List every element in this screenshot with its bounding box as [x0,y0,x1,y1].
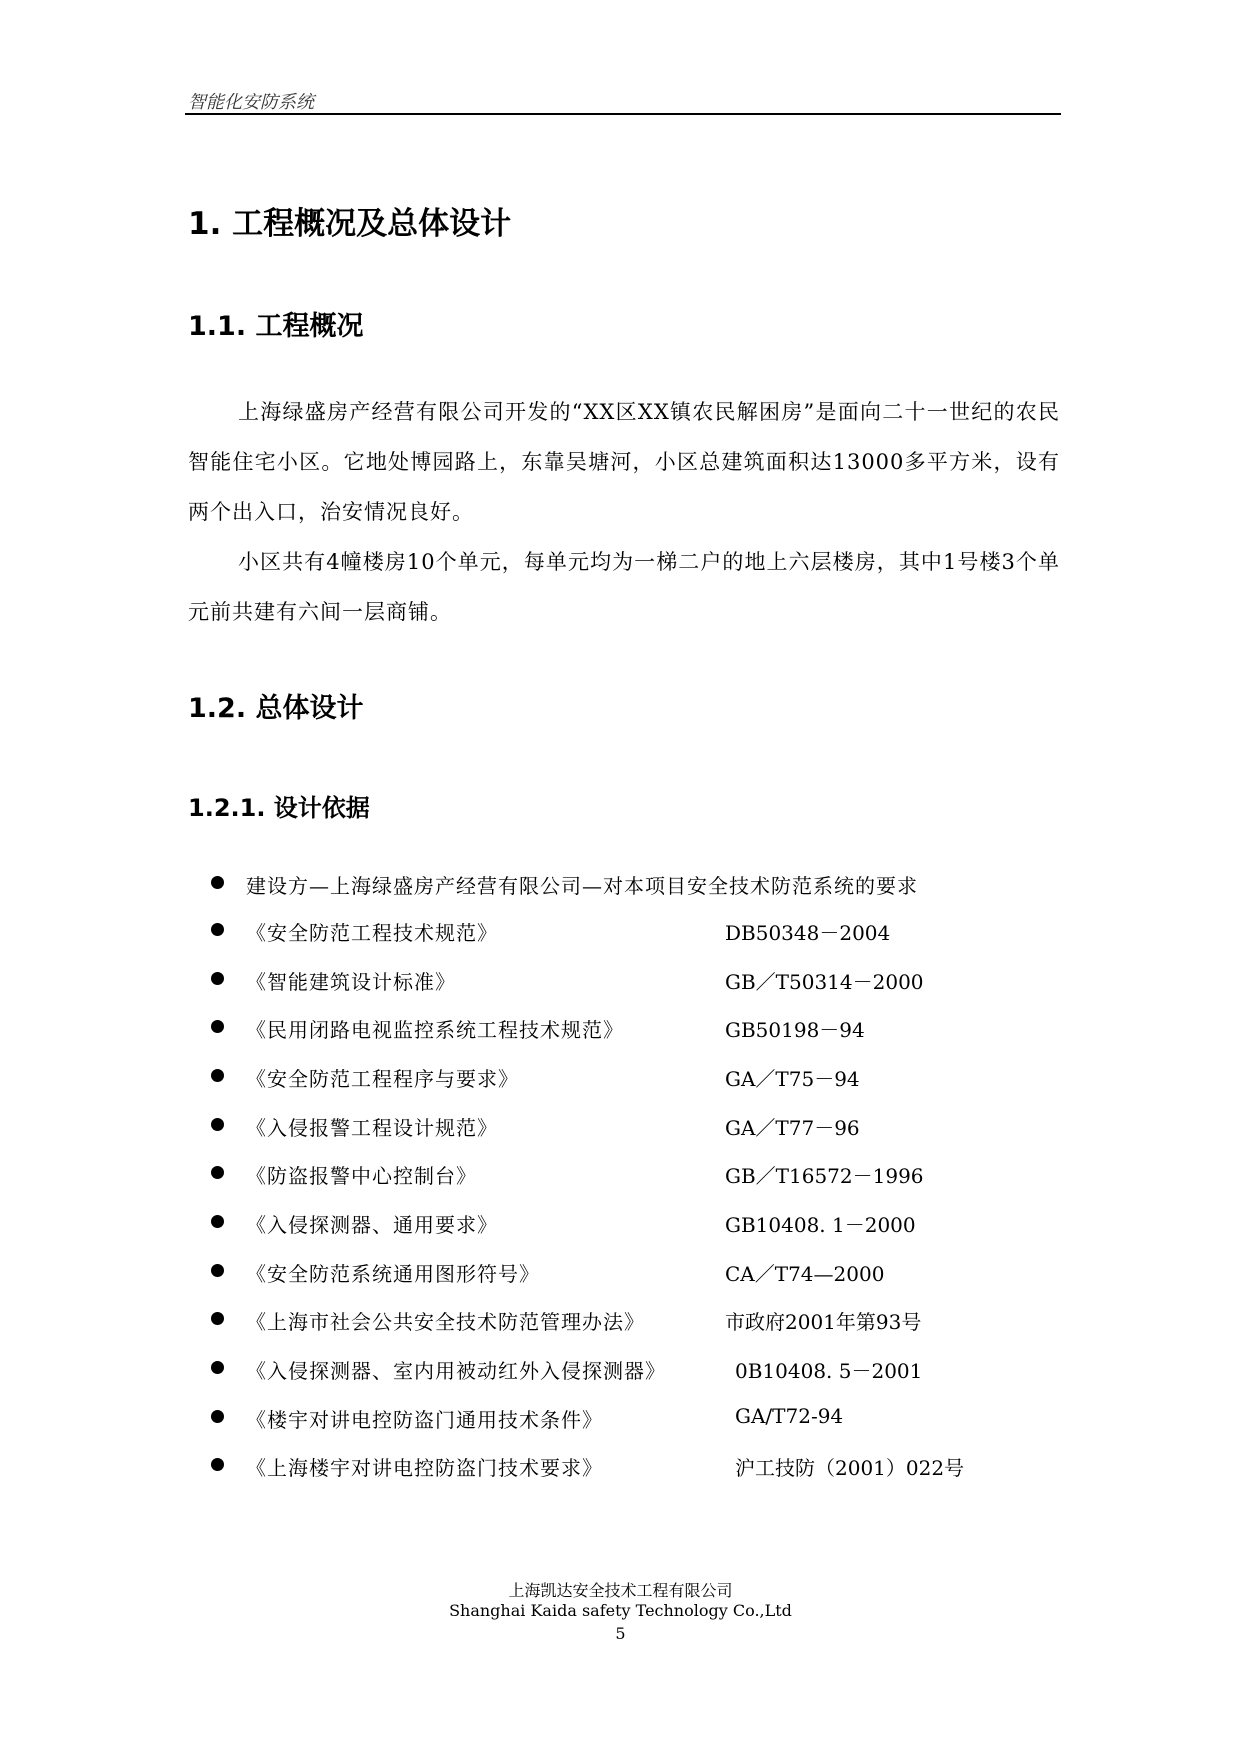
reference-code: CA／T74—2000 [725,1262,885,1286]
reference-code: GB／T16572－1996 [725,1164,924,1188]
section-heading-1-2-1: 1.2.1. 设计依据 [188,794,370,822]
reference-title: 《安全防范工程程序与要求》 [246,1067,519,1091]
bullet-icon [211,1264,224,1277]
page-number: 5 [615,1624,626,1643]
reference-code: 市政府2001年第93号 [725,1310,922,1334]
header-title: 智能化安防系统 [188,92,314,113]
list-item [0,868,1241,898]
list-item [0,1450,1241,1480]
reference-code: DB50348－2004 [725,921,891,945]
section-heading-1: 1. 工程概况及总体设计 [188,206,512,242]
list-item [0,1158,1241,1188]
bullet-icon [211,1458,224,1471]
bullet-icon [211,1410,224,1423]
list-item [0,1256,1241,1286]
bullet-icon [211,1069,224,1082]
list-item [0,1304,1241,1334]
bullet-icon [211,1118,224,1131]
reference-title: 建设方—上海绿盛房产经营有限公司—对本项目安全技术防范系统的要求 [246,874,918,898]
section-heading-1-2: 1.2. 总体设计 [188,693,364,724]
reference-title: 《入侵探测器、通用要求》 [246,1213,498,1237]
bullet-icon [211,923,224,936]
reference-title: 《楼宇对讲电控防盗门通用技术条件》 [246,1408,603,1432]
bullet-icon [211,1166,224,1179]
reference-code: 沪工技防（2001）022号 [735,1456,965,1480]
bullet-icon [211,1020,224,1033]
list-item [0,1012,1241,1042]
reference-title: 《智能建筑设计标准》 [246,970,456,994]
reference-title: 《上海楼宇对讲电控防盗门技术要求》 [246,1456,603,1480]
list-item [0,1110,1241,1140]
reference-code: GB50198－94 [725,1018,865,1042]
reference-code: GB／T50314－2000 [725,970,924,994]
bullet-icon [211,972,224,985]
reference-title: 《入侵探测器、室内用被动红外入侵探测器》 [246,1359,666,1383]
list-item [0,1207,1241,1237]
bullet-icon [211,876,224,889]
footer-company-cn: 上海凯达安全技术工程有限公司 [508,1581,733,1600]
footer-company-en: Shanghai Kaida safety Technology Co.,Ltd [449,1601,792,1620]
reference-title: 《民用闭路电视监控系统工程技术规范》 [246,1018,624,1042]
reference-title: 《入侵报警工程设计规范》 [246,1116,498,1140]
header-divider [185,113,1061,115]
list-item [0,1353,1241,1383]
list-item [0,1061,1241,1091]
reference-code: GA/T72-94 [735,1404,844,1428]
reference-title: 《安全防范系统通用图形符号》 [246,1262,540,1286]
bullet-icon [211,1361,224,1374]
paragraph-overview-1: 上海绿盛房产经营有限公司开发的“XX区XX镇农民解困房”是面向二十一世纪的农民智能住宅小区。它地处博园路上，东靠吴塘河，小区总建筑面积达13000多平方米，设有两个出入口，治安情况良好。 [188,400,1060,524]
bullet-icon [211,1215,224,1228]
reference-code: GB10408. 1－2000 [725,1213,916,1237]
section-heading-1-1: 1.1. 工程概况 [188,311,364,342]
list-item [0,964,1241,994]
reference-title: 《上海市社会公共安全技术防范管理办法》 [246,1310,645,1334]
list-item [0,1402,1241,1432]
reference-title: 《安全防范工程技术规范》 [246,921,498,945]
reference-title: 《防盗报警中心控制台》 [246,1164,477,1188]
reference-code: GA／T77－96 [725,1116,860,1140]
list-item [0,915,1241,945]
reference-code: GA／T75－94 [725,1067,860,1091]
reference-code: 0B10408. 5－2001 [735,1359,923,1383]
bullet-icon [211,1312,224,1325]
paragraph-overview-2: 小区共有4幢楼房10个单元，每单元均为一梯二户的地上六层楼房，其中1号楼3个单元前共建有六间一层商铺。 [188,550,1060,624]
